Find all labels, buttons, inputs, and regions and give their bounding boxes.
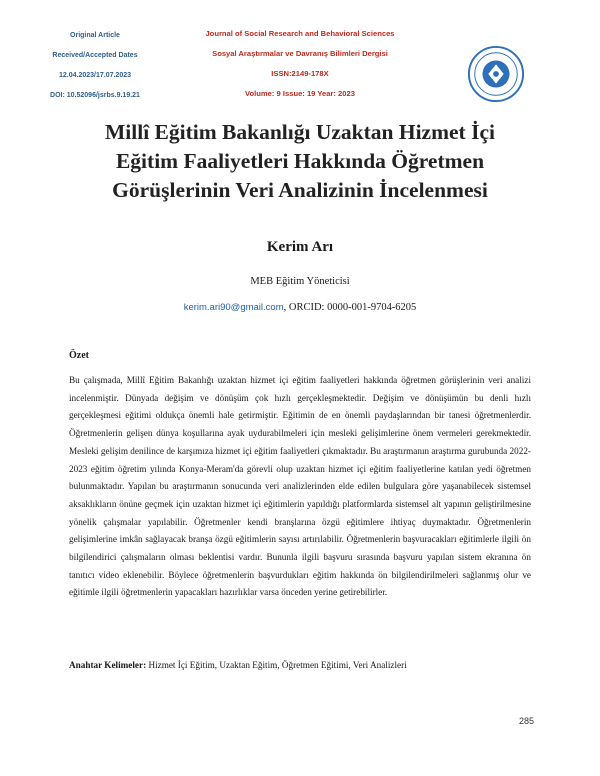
title-line: Görüşlerinin Veri Analizinin İncelenmesi (112, 178, 488, 202)
abstract-heading: Özet (69, 350, 89, 361)
doi-link[interactable]: DOI: 10.52096/jsrbs.9.19.21 (50, 92, 140, 99)
journal-name-tr: Sosyal Araştırmalar ve Davranış Bilimleri Dergisi (212, 49, 388, 58)
keywords-text: Hizmet İçi Eğitim, Uzaktan Eğitim, Öğretmen Eğitimi, Veri Analizleri (146, 660, 407, 670)
abstract-body: Bu çalışmada, Millî Eğitim Bakanlığı uzaktan hizmet içi eğitim faaliyetleri hakkında öğretmen görüşlerinin veri analizi incelenmiştir. Dünyada değişim ve dönüşüm çok hızlı gerçekleşmektedir. Değişim ve dönüşümün bu denli hızlı gerçekleşmesi eğitimi oldukça önemli hale getirmiştir. Eğitimin de en önemli paydaşlarından bir tanesi öğretmenlerdir. Öğretmenlerin gelişen dünya koşullarına ayak uydurabilmeleri için mesleki gelişimlerine önem vermeleri gerekmektedir. Mesleki gelişim denilince de karşımıza hizmet içi eğitim faaliyetleri çıkmaktadır. Bu araştırmanın araştırma gurubunda 2022-2023 eğitim öğretim yılında Konya-Meram'da görevli olup uzaktan hizmet içi eğitim faaliyetlerine katılan yedi öğretmen bulunmaktadır. Yapılan bu araştırmanın sonucunda veri analizlerinden elde edilen bulgulara göre yaşanabilecek sistemsel aksaklıkların önüne geçmek için uzaktan hizmet içi eğitimlerin yapıldığı platformlarda sistemsel alt yapının geliştirilmesine yönelik çalışmalar yapılabilir. Öğretmenler kendi branşlarına özgü eğitimlere ihtiyaç duymaktadır. Öğretmenlerin gelişimlerine imkân sağlayacak branşa özgü eğitimlerin sayısı artırılabilir. Öğretmenlerin başvuracakları eğitimlerle ilgili ön bilgilendirici çalışmaların olması beklentisi vardır. Bununla ilgili başvuru sırasında başvuru yapılan sistem ekranına ön tanıtıcı video eklenebilir. Böylece öğretmenlerin başvurdukları eğitim hakkında ön bilgilendirilmeleri sağlanmış olur ve eğitimle ilgili öğretmenlerin yapacakları hazırlıklar varsa önceden yerine getirebilirler. (69, 375, 531, 598)
article-type: Original Article (70, 32, 120, 39)
issn: ISSN:2149-178X (271, 69, 329, 78)
dates-label: Received/Accepted Dates (52, 52, 138, 59)
page-number: 285 (518, 716, 534, 726)
dates-value: 12.04.2023/17.07.2023 (58, 72, 131, 79)
title-line: Eğitim Faaliyetleri Hakkında Öğretmen (115, 149, 485, 173)
keywords-label: Anahtar Kelimeler: (69, 660, 147, 670)
author-name: Kerim Arı (266, 239, 334, 255)
email-link[interactable]: kerim.ari90@gmail.com (183, 302, 284, 313)
volume-issue-year: Volume: 9 Issue: 19 Year: 2023 (245, 89, 355, 98)
journal-name-en: Journal of Social Research and Behavioral Sciences (205, 29, 395, 38)
orcid: , ORCID: 0000-001-9704-6205 (283, 302, 417, 313)
author-affiliation: MEB Eğitim Yöneticisi (250, 276, 350, 287)
article-title (60, 118, 540, 205)
title-line: Millî Eğitim Bakanlığı Uzaktan Hizmet İçi (105, 120, 495, 144)
journal-info (160, 24, 440, 104)
keywords (69, 660, 531, 670)
author-contact (0, 302, 600, 313)
journal-seal-icon (467, 45, 525, 103)
article-meta (30, 26, 160, 106)
